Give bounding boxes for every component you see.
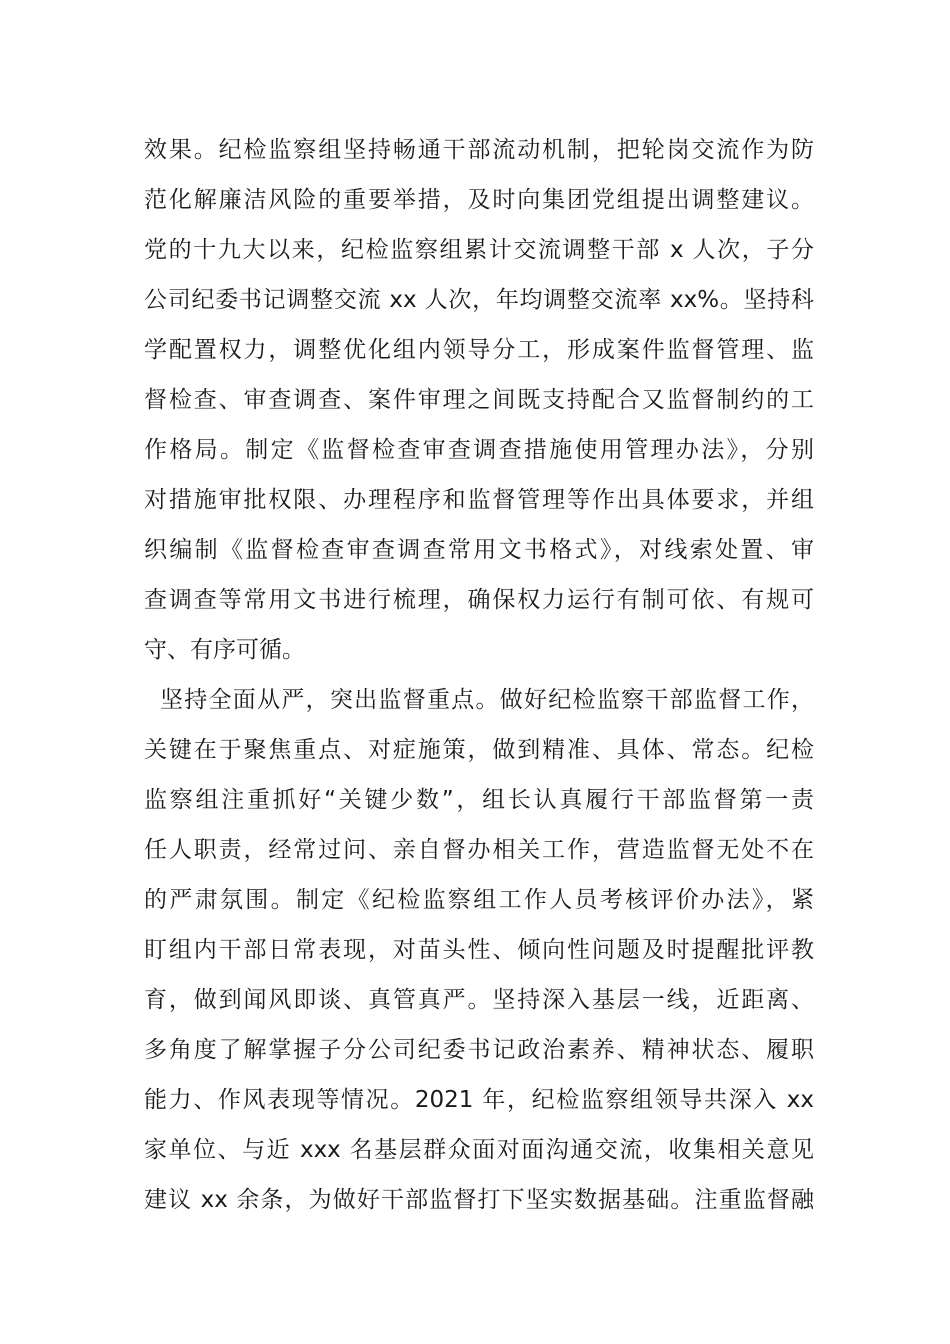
text-line: 学配置权力，调整优化组内领导分工，形成案件监督管理、监 — [144, 337, 814, 363]
text-line: 查调查等常用文书进行梳理，确保权力运行有制可依、有规可 — [144, 587, 814, 613]
text-line: 家单位、与近 xxx 名基层群众面对面沟通交流，收集相关意见 — [144, 1137, 814, 1163]
paragraph-heading-line: 坚持全面从严，突出监督重点。做好纪检监察干部监督工作， — [160, 687, 814, 713]
text-line: 对措施审批权限、办理程序和监督管理等作出具体要求，并组 — [144, 487, 814, 513]
text-line: 督检查、审查调查、案件审理之间既支持配合又监督制约的工 — [144, 387, 814, 413]
text-line: 建议 xx 余条，为做好干部监督打下坚实数据基础。注重监督融 — [144, 1187, 814, 1213]
text-line: 育，做到闻风即谈、真管真严。坚持深入基层一线，近距离、 — [144, 987, 814, 1013]
text-line: 公司纪委书记调整交流 xx 人次，年均调整交流率 xx%。坚持科 — [144, 287, 814, 313]
text-line: 效果。纪检监察组坚持畅通干部流动机制，把轮岗交流作为防 — [144, 137, 814, 163]
text-line: 关键在于聚焦重点、对症施策，做到精准、具体、常态。纪检 — [144, 737, 814, 763]
text-line: 监察组注重抓好“关键少数”，组长认真履行干部监督第一责 — [144, 787, 814, 813]
text-line: 范化解廉洁风险的重要举措，及时向集团党组提出调整建议。 — [144, 187, 814, 213]
text-line: 守、有序可循。 — [144, 637, 305, 663]
text-line: 的严肃氛围。制定《纪检监察组工作人员考核评价办法》，紧 — [144, 887, 814, 913]
text-line: 盯组内干部日常表现，对苗头性、倾向性问题及时提醒批评教 — [144, 937, 814, 963]
text-line: 织编制《监督检查审查调查常用文书格式》，对线索处置、审 — [144, 537, 814, 563]
text-line: 多角度了解掌握子分公司纪委书记政治素养、精神状态、履职 — [144, 1037, 814, 1063]
text-line: 作格局。制定《监督检查审查调查措施使用管理办法》，分别 — [144, 437, 814, 463]
text-line: 能力、作风表现等情况。2021 年，纪检监察组领导共深入 xx — [144, 1087, 814, 1113]
text-line: 党的十九大以来，纪检监察组累计交流调整干部 x 人次，子分 — [144, 237, 814, 263]
text-line: 任人职责，经常过问、亲自督办相关工作，营造监督无处不在 — [144, 837, 814, 863]
